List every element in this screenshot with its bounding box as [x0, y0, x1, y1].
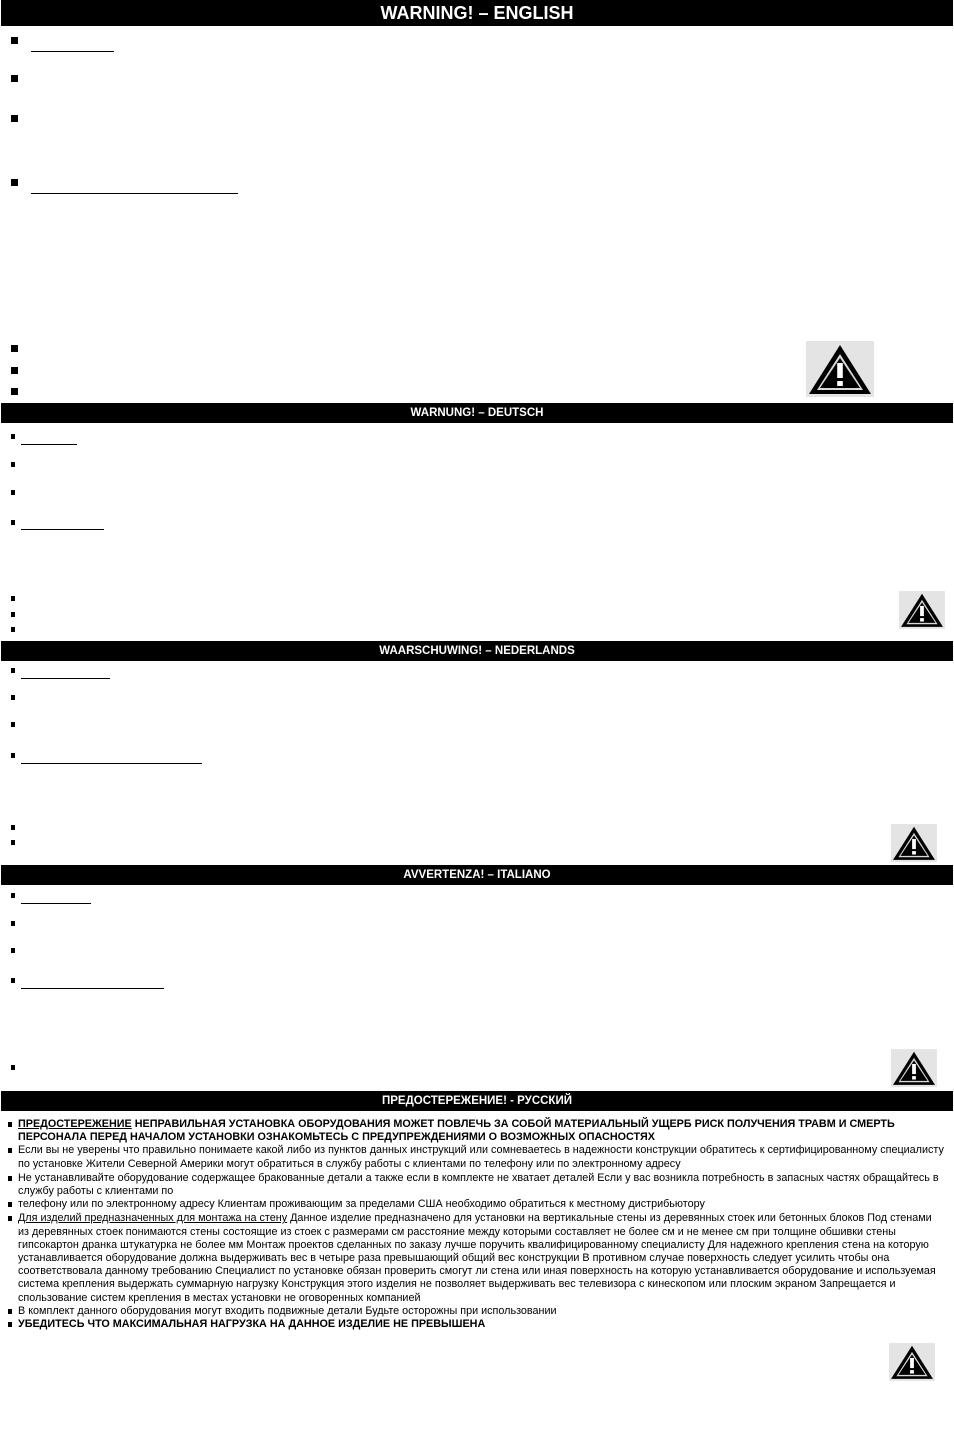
bullet-icon: [11, 825, 15, 830]
bullet-icon: [11, 367, 18, 374]
russian-warning-list: [8, 1118, 944, 1331]
list-item: [8, 1305, 944, 1318]
bullet-icon: [11, 722, 15, 727]
item-text: Данное изделие предназначено для установки на вертикальные стены из деревянных стоек или бетонных блоков Под стенами из деревянных стоек понимаются стены состоящие из стоек с размерами см расстояние между которыми составляет не более см и не менее см при толщине обшивки стены гипсокартон дранка штукатурка не более мм Монтаж проектов сделанных по заказу лучше поручить квалифицированному специалисту Для надежного крепления стена на которую устанавливается оборудование должна выдерживать вес в четыре раза превышающий общий вес конструкции В противном случае поверхность следует усилить чтобы она соответствовала данному требованию Специалист по установке обязан проверить смогут ли стена или иная поверхность на которую устанавливается оборудование и используемая система крепления выдержать суммарную нагрузку Конструкция этого изделия не позволяет выдерживать вес телевизора с кинескопом или плоским экраном Запрещается и спользование систем крепления в местах установки не оговоренных компанией: [18, 1212, 936, 1304]
underline-rule: [21, 678, 110, 679]
item-text: В комплект данного оборудования могут входить подвижные детали Будьте осторожны при использовании: [18, 1304, 557, 1317]
bullet-icon: [11, 434, 15, 439]
warning-triangle-icon: [806, 341, 874, 397]
item-text: Если вы не уверены что правильно понимаете какой либо из пунктов данных инструкций или сомневаетесь в надежности конструкции обратитесь к сертифицированному специалисту по установке Жители Северной Америки могут обратиться в службу работы с клиентами по телефону или по электронному адресу: [18, 1144, 944, 1170]
bullet-icon: [11, 490, 15, 495]
underline-rule: [31, 193, 238, 194]
bullet-icon: [11, 695, 15, 700]
underline-rule: [31, 51, 114, 52]
underline-rule: [21, 529, 104, 530]
item-text: УБЕДИТЕСЬ ЧТО МАКСИМАЛЬНАЯ НАГРУЗКА НА ДАННОЕ ИЗДЕЛИЕ НЕ ПРЕВЫШЕНА: [18, 1318, 486, 1331]
bullet-icon: [11, 75, 18, 82]
item-text: Не устанавливайте оборудование содержащее бракованные детали а также если в комплекте не хватает деталей Если у вас возникла потребность в запасных частях обращайтесь в службу работы с клиентами по: [18, 1171, 939, 1198]
russian-header: ПРЕДОСТЕРЕЖЕНИЕ! - РУССКИЙ: [1, 1091, 953, 1111]
bullet-icon: [11, 115, 18, 122]
nederlands-header: WAARSCHUWING! – NEDERLANDS: [1, 641, 953, 661]
warning-triangle-icon: [891, 1049, 937, 1087]
underline-rule: [21, 444, 77, 445]
list-item: [8, 1144, 944, 1170]
bullet-icon: [11, 520, 15, 525]
list-item: [8, 1198, 944, 1211]
bullet-icon: [11, 596, 15, 601]
bullet-icon: [11, 179, 18, 186]
list-item: [8, 1318, 944, 1331]
bullet-icon: [11, 388, 18, 395]
bullet-icon: [11, 462, 15, 467]
bullet-icon: [11, 627, 15, 632]
english-header: WARNING! – ENGLISH: [1, 0, 953, 26]
bullet-icon: [11, 668, 15, 673]
bullet-icon: [11, 978, 15, 983]
bullet-icon: [11, 612, 15, 617]
bullet-icon: [11, 37, 18, 44]
bullet-icon: [11, 893, 15, 898]
item-text: телефону или по электронному адресу Клиентам проживающим за пределами США необходимо обратиться к местному дистрибьютору: [18, 1198, 705, 1211]
underline-rule: [21, 988, 164, 989]
bullet-icon: [11, 345, 18, 352]
bullet-icon: [11, 948, 15, 953]
list-item: [8, 1212, 944, 1304]
underline-rule: [21, 763, 202, 764]
warning-triangle-icon: [891, 824, 937, 862]
deutsch-header: WARNUNG! – DEUTSCH: [1, 403, 953, 423]
bullet-icon: [11, 1065, 15, 1070]
underline-rule: [21, 903, 91, 904]
warning-text: НЕПРАВИЛЬНАЯ УСТАНОВКА ОБОРУДОВАНИЯ МОЖЕТ ПОВЛЕЧЬ ЗА СОБОЙ МАТЕРИАЛЬНЫЙ УЩЕРБ РИСК ПОЛУЧЕНИЯ ТРАВМ И СМЕРТЬ ПЕРСОНАЛА ПЕРЕД НАЧАЛОМ УСТАНОВКИ ОЗНАКОМЬТЕСЬ С ПРЕДУПРЕЖДЕНИЯМИ О ВОЗМОЖНЫХ ОПАСНОСТЯХ: [18, 1118, 895, 1144]
warning-label: ПРЕДОСТЕРЕЖЕНИЕ: [18, 1118, 132, 1130]
bullet-icon: [11, 753, 15, 758]
bullet-icon: [11, 921, 15, 926]
wall-mount-heading: Для изделий предназначенных для монтажа на стену: [18, 1212, 288, 1225]
warning-triangle-icon: [899, 591, 945, 629]
list-item: [8, 1172, 944, 1198]
warning-triangle-icon: [889, 1343, 935, 1381]
list-item: [8, 1118, 944, 1144]
italiano-header: AVVERTENZA! – ITALIANO: [1, 865, 953, 885]
bullet-icon: [11, 840, 15, 845]
